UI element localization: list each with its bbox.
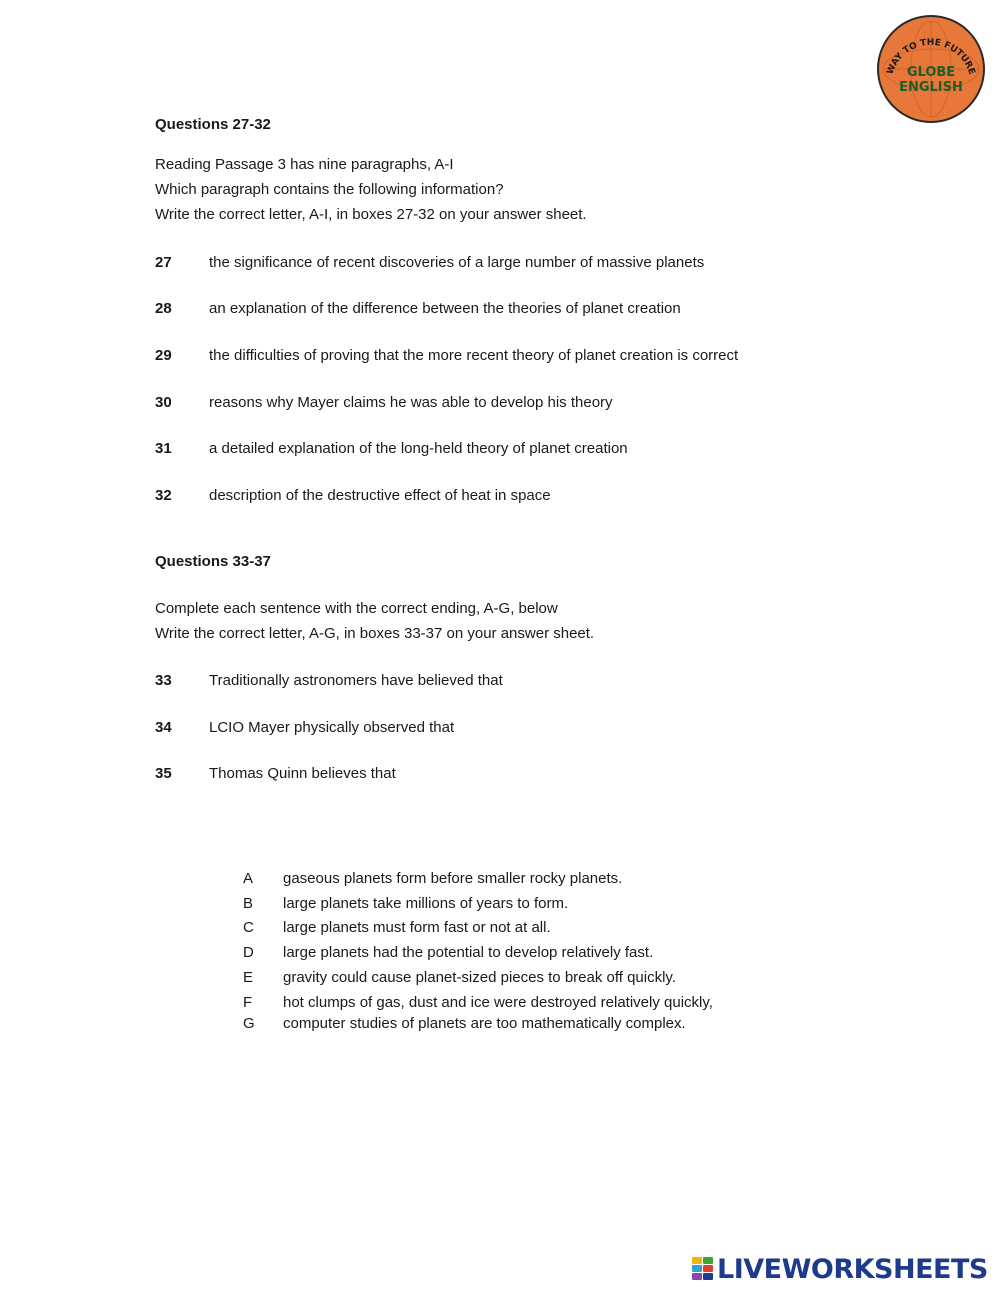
option-item <box>243 895 568 912</box>
option-letter: F <box>243 994 253 1011</box>
globe-english-logo <box>876 14 986 124</box>
question-item <box>155 719 454 736</box>
logo-ring-text: WAY TO THE FUTURE <box>885 37 977 76</box>
option-text: hot clumps of gas, dust and ice were destroyed relatively quickly, <box>283 994 713 1011</box>
option-letter: E <box>243 969 254 986</box>
option-item <box>243 969 676 986</box>
question-item <box>155 347 738 364</box>
option-item <box>243 1015 686 1032</box>
option-text: gravity could cause planet-sized pieces to break off quickly. <box>283 969 676 986</box>
option-letter: A <box>243 870 254 887</box>
question-number: 34 <box>155 719 172 736</box>
question-item <box>155 440 628 457</box>
question-number: 32 <box>155 487 172 504</box>
section1-heading: Questions 27-32 <box>155 116 271 133</box>
question-item <box>155 254 704 271</box>
option-letter: B <box>243 895 254 912</box>
question-item <box>155 300 681 317</box>
question-text: Traditionally astronomers have believed that <box>209 672 503 689</box>
section1-instruction: Write the correct letter, A-I, in boxes 27-32 on your answer sheet. <box>155 206 587 223</box>
question-number: 30 <box>155 394 172 411</box>
question-text: Thomas Quinn believes that <box>209 765 396 782</box>
question-number: 29 <box>155 347 172 364</box>
question-text: reasons why Mayer claims he was able to develop his theory <box>209 394 613 411</box>
question-number: 27 <box>155 254 172 271</box>
option-item <box>243 919 551 936</box>
brand-name: LIVEWORKSHEETS <box>717 1253 988 1285</box>
section1-instruction: Reading Passage 3 has nine paragraphs, A-I <box>155 156 454 173</box>
option-letter: D <box>243 944 254 961</box>
liveworksheets-brand <box>692 1253 988 1285</box>
option-letter: C <box>243 919 254 936</box>
question-text: the significance of recent discoveries of a large number of massive planets <box>209 254 705 271</box>
question-item <box>155 394 613 411</box>
question-item <box>155 765 396 782</box>
question-text: an explanation of the difference between the theories of planet creation <box>209 300 681 317</box>
question-number: 35 <box>155 765 172 782</box>
logo-line1: GLOBE <box>906 65 956 80</box>
option-item <box>243 870 622 887</box>
option-text: large planets must form fast or not at all. <box>283 919 551 936</box>
question-text: the difficulties of proving that the more recent theory of planet creation is correct <box>209 347 739 364</box>
option-letter: G <box>243 1015 255 1032</box>
logo-line2: ENGLISH <box>899 80 963 95</box>
section1-instruction: Which paragraph contains the following information? <box>155 181 504 198</box>
option-item <box>243 944 653 961</box>
question-text: LCIO Mayer physically observed that <box>209 719 455 736</box>
option-text: large planets take millions of years to form. <box>283 895 569 912</box>
section2-heading: Questions 33-37 <box>155 553 271 570</box>
question-item <box>155 487 551 504</box>
option-text: computer studies of planets are too mathematically complex. <box>283 1015 686 1032</box>
section2-instruction: Complete each sentence with the correct ending, A-G, below <box>155 600 558 617</box>
option-item <box>243 994 713 1011</box>
question-text: description of the destructive effect of heat in space <box>209 487 551 504</box>
question-number: 33 <box>155 672 172 689</box>
question-text: a detailed explanation of the long-held theory of planet creation <box>209 440 628 457</box>
option-text: large planets had the potential to develop relatively fast. <box>283 944 654 961</box>
question-item <box>155 672 503 689</box>
question-number: 31 <box>155 440 172 457</box>
liveworksheets-icon <box>692 1256 714 1282</box>
question-number: 28 <box>155 300 172 317</box>
section2-instruction: Write the correct letter, A-G, in boxes 33-37 on your answer sheet. <box>155 625 595 642</box>
option-text: gaseous planets form before smaller rocky planets. <box>283 870 623 887</box>
